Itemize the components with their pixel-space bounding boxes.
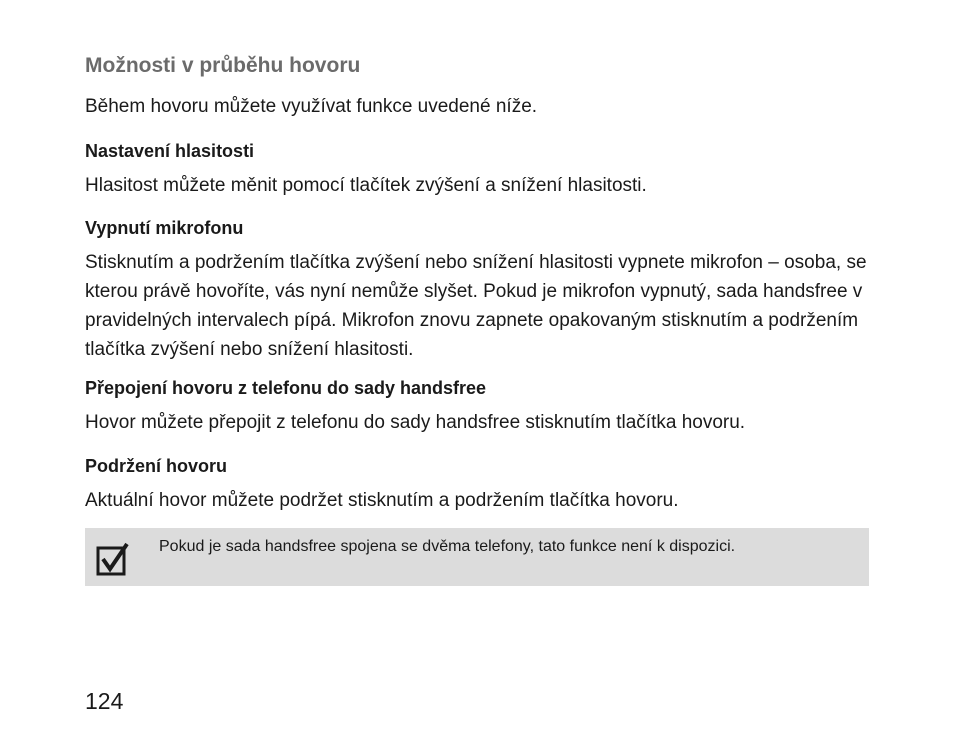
checkbox-check-icon bbox=[96, 542, 130, 576]
page-title: Možnosti v průběhu hovoru bbox=[85, 54, 361, 77]
section-heading: Přepojení hovoru z telefonu do sady handsfree bbox=[85, 378, 487, 398]
section-hold bbox=[85, 455, 875, 515]
section-transfer bbox=[85, 377, 875, 437]
note-box bbox=[85, 528, 869, 586]
section-text: Hlasitost můžete měnit pomocí tlačítek zvýšení a snížení hlasitosti. bbox=[85, 175, 647, 196]
section-heading: Vypnutí mikrofonu bbox=[85, 218, 244, 238]
section-text: Stisknutím a podržením tlačítka zvýšení nebo snížení hlasitosti vypnete mikrofon – osoba, se kterou právě hovoříte, vás nyní nemůže slyšet. Pokud je mikrofon vypnutý, sada handsfree v pravidelných intervalech pípá. Mikrofon znovu zapnete opakovaným stisknutím a podržením tlačítka zvýšení nebo snížení hlasitosti. bbox=[85, 252, 867, 360]
section-heading: Nastavení hlasitosti bbox=[85, 141, 255, 161]
note-text: Pokud je sada handsfree spojena se dvěma telefony, tato funkce není k dispozici. bbox=[159, 538, 736, 555]
section-microphone bbox=[85, 217, 875, 364]
section-heading: Podržení hovoru bbox=[85, 456, 228, 476]
section-text: Aktuální hovor můžete podržet stisknutím a podržením tlačítka hovoru. bbox=[85, 490, 679, 511]
section-text: Hovor můžete přepojit z telefonu do sady handsfree stisknutím tlačítka hovoru. bbox=[85, 412, 746, 433]
intro-text: Během hovoru můžete využívat funkce uvedené níže. bbox=[85, 96, 538, 117]
section-volume bbox=[85, 140, 875, 200]
page-number: 124 bbox=[85, 688, 124, 714]
